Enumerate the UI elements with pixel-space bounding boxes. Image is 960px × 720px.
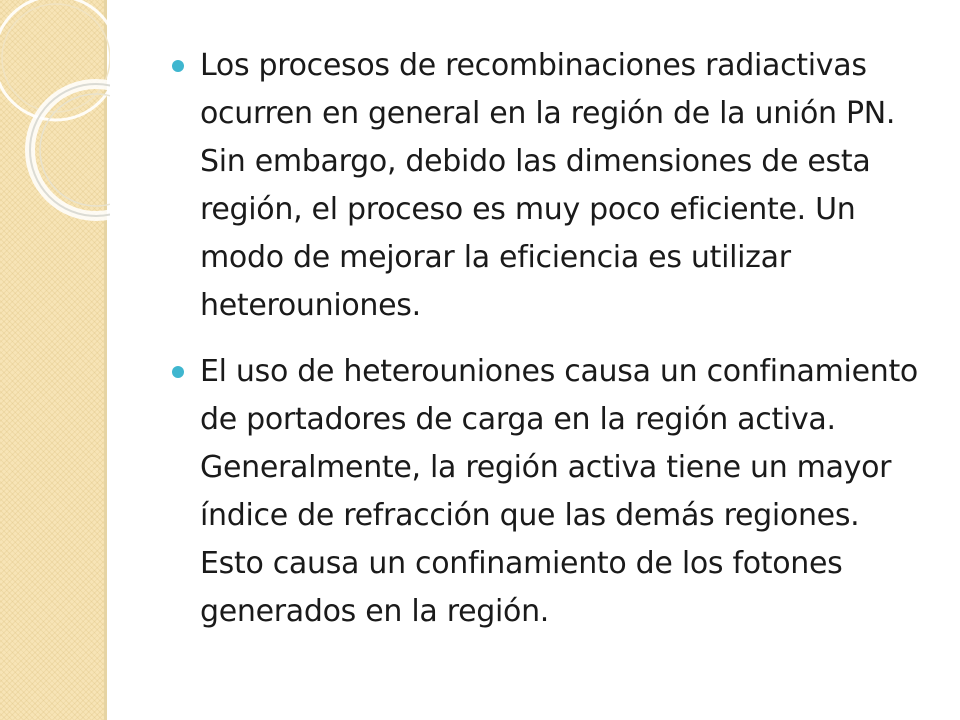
bullet-item: [172, 42, 932, 330]
bullet-dot-icon: [172, 60, 184, 72]
bullet-text: Los procesos de recombinaciones radiactivas ocurren en general en la región de la unión PN. Sin embargo, debido las dimensiones de esta región, el proceso es muy poco eficiente. Un modo de mejorar la eficiencia es utilizar heterouniones.: [200, 48, 896, 323]
bullet-text: El uso de heterouniones causa un confinamiento de portadores de carga en la región activa. Generalmente, la región activa tiene un mayor índice de refracción que las demás regiones. Esto causa un confinamiento de los fotones generados en la región.: [200, 354, 918, 629]
bullet-dot-icon: [172, 366, 184, 378]
bullet-item: [172, 348, 932, 636]
decorative-circles-icon: [0, 0, 110, 260]
bullet-list: [172, 42, 932, 654]
